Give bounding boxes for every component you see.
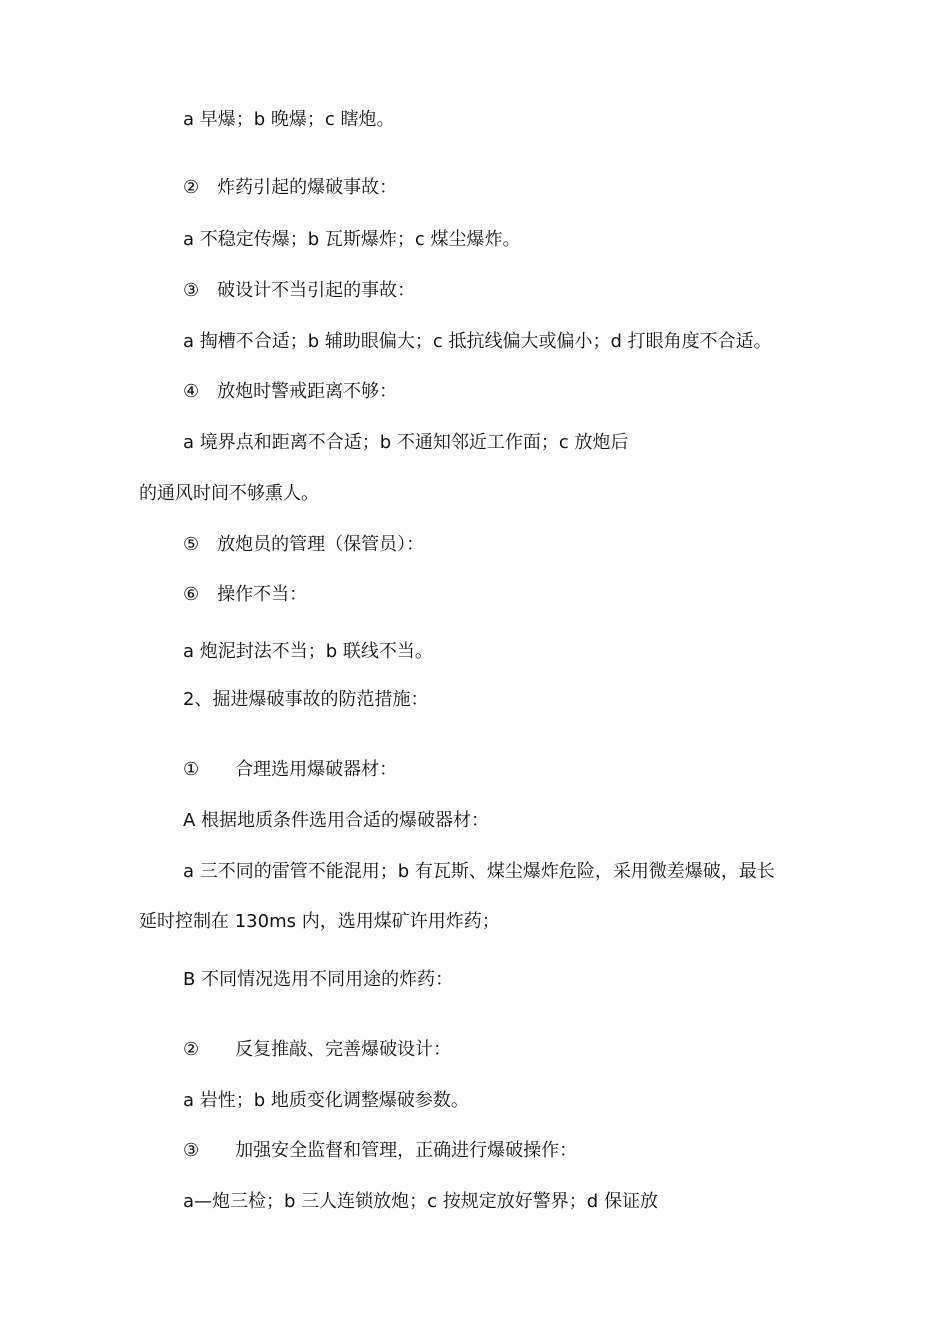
text-line: 的通风时间不够熏人。 (139, 483, 319, 504)
text-line: ① 合理选用爆破器材： (183, 759, 398, 780)
text-line: a 掏槽不合适；b 辅助眼偏大；c 抵抗线偏大或偏小；d 打眼角度不合适。 (183, 331, 772, 352)
text-line: A 根据地质条件选用合适的爆破器材： (183, 810, 490, 831)
text-line: 延时控制在 130ms 内，选用煤矿许用炸药； (139, 911, 500, 932)
text-line: a 早爆；b 晚爆；c 瞎炮。 (183, 109, 395, 130)
text-line: a—炮三检；b 三人连锁放炮；c 按规定放好警界；d 保证放 (183, 1191, 658, 1212)
text-line: ④ 放炮时警戒距离不够： (183, 381, 398, 402)
text-line: ③ 破设计不当引起的事故： (183, 280, 416, 301)
text-line: a 岩性；b 地质变化调整爆破参数。 (183, 1090, 469, 1111)
text-line: a 炮泥封法不当；b 联线不当。 (183, 641, 433, 662)
text-line: ② 反复推敲、完善爆破设计： (183, 1039, 452, 1060)
text-line: a 不稳定传爆；b 瓦斯爆炸；c 煤尘爆炸。 (183, 229, 521, 250)
text-line: ② 炸药引起的爆破事故： (183, 177, 398, 198)
text-line: ③ 加强安全监督和管理，正确进行爆破操作： (183, 1140, 578, 1161)
text-line: a 境界点和距离不合适；b 不通知邻近工作面；c 放炮后 (183, 432, 629, 453)
text-line: B 不同情况选用不同用途的炸药： (183, 969, 454, 990)
text-line: 2、掘进爆破事故的防范措施： (183, 689, 429, 710)
text-line: ⑤ 放炮员的管理（保管员）： (183, 534, 425, 555)
text-line: a 三不同的雷管不能混用；b 有瓦斯、煤尘爆炸危险，采用微差爆破，最长 (183, 861, 775, 882)
text-line: ⑥ 操作不当： (183, 584, 308, 605)
